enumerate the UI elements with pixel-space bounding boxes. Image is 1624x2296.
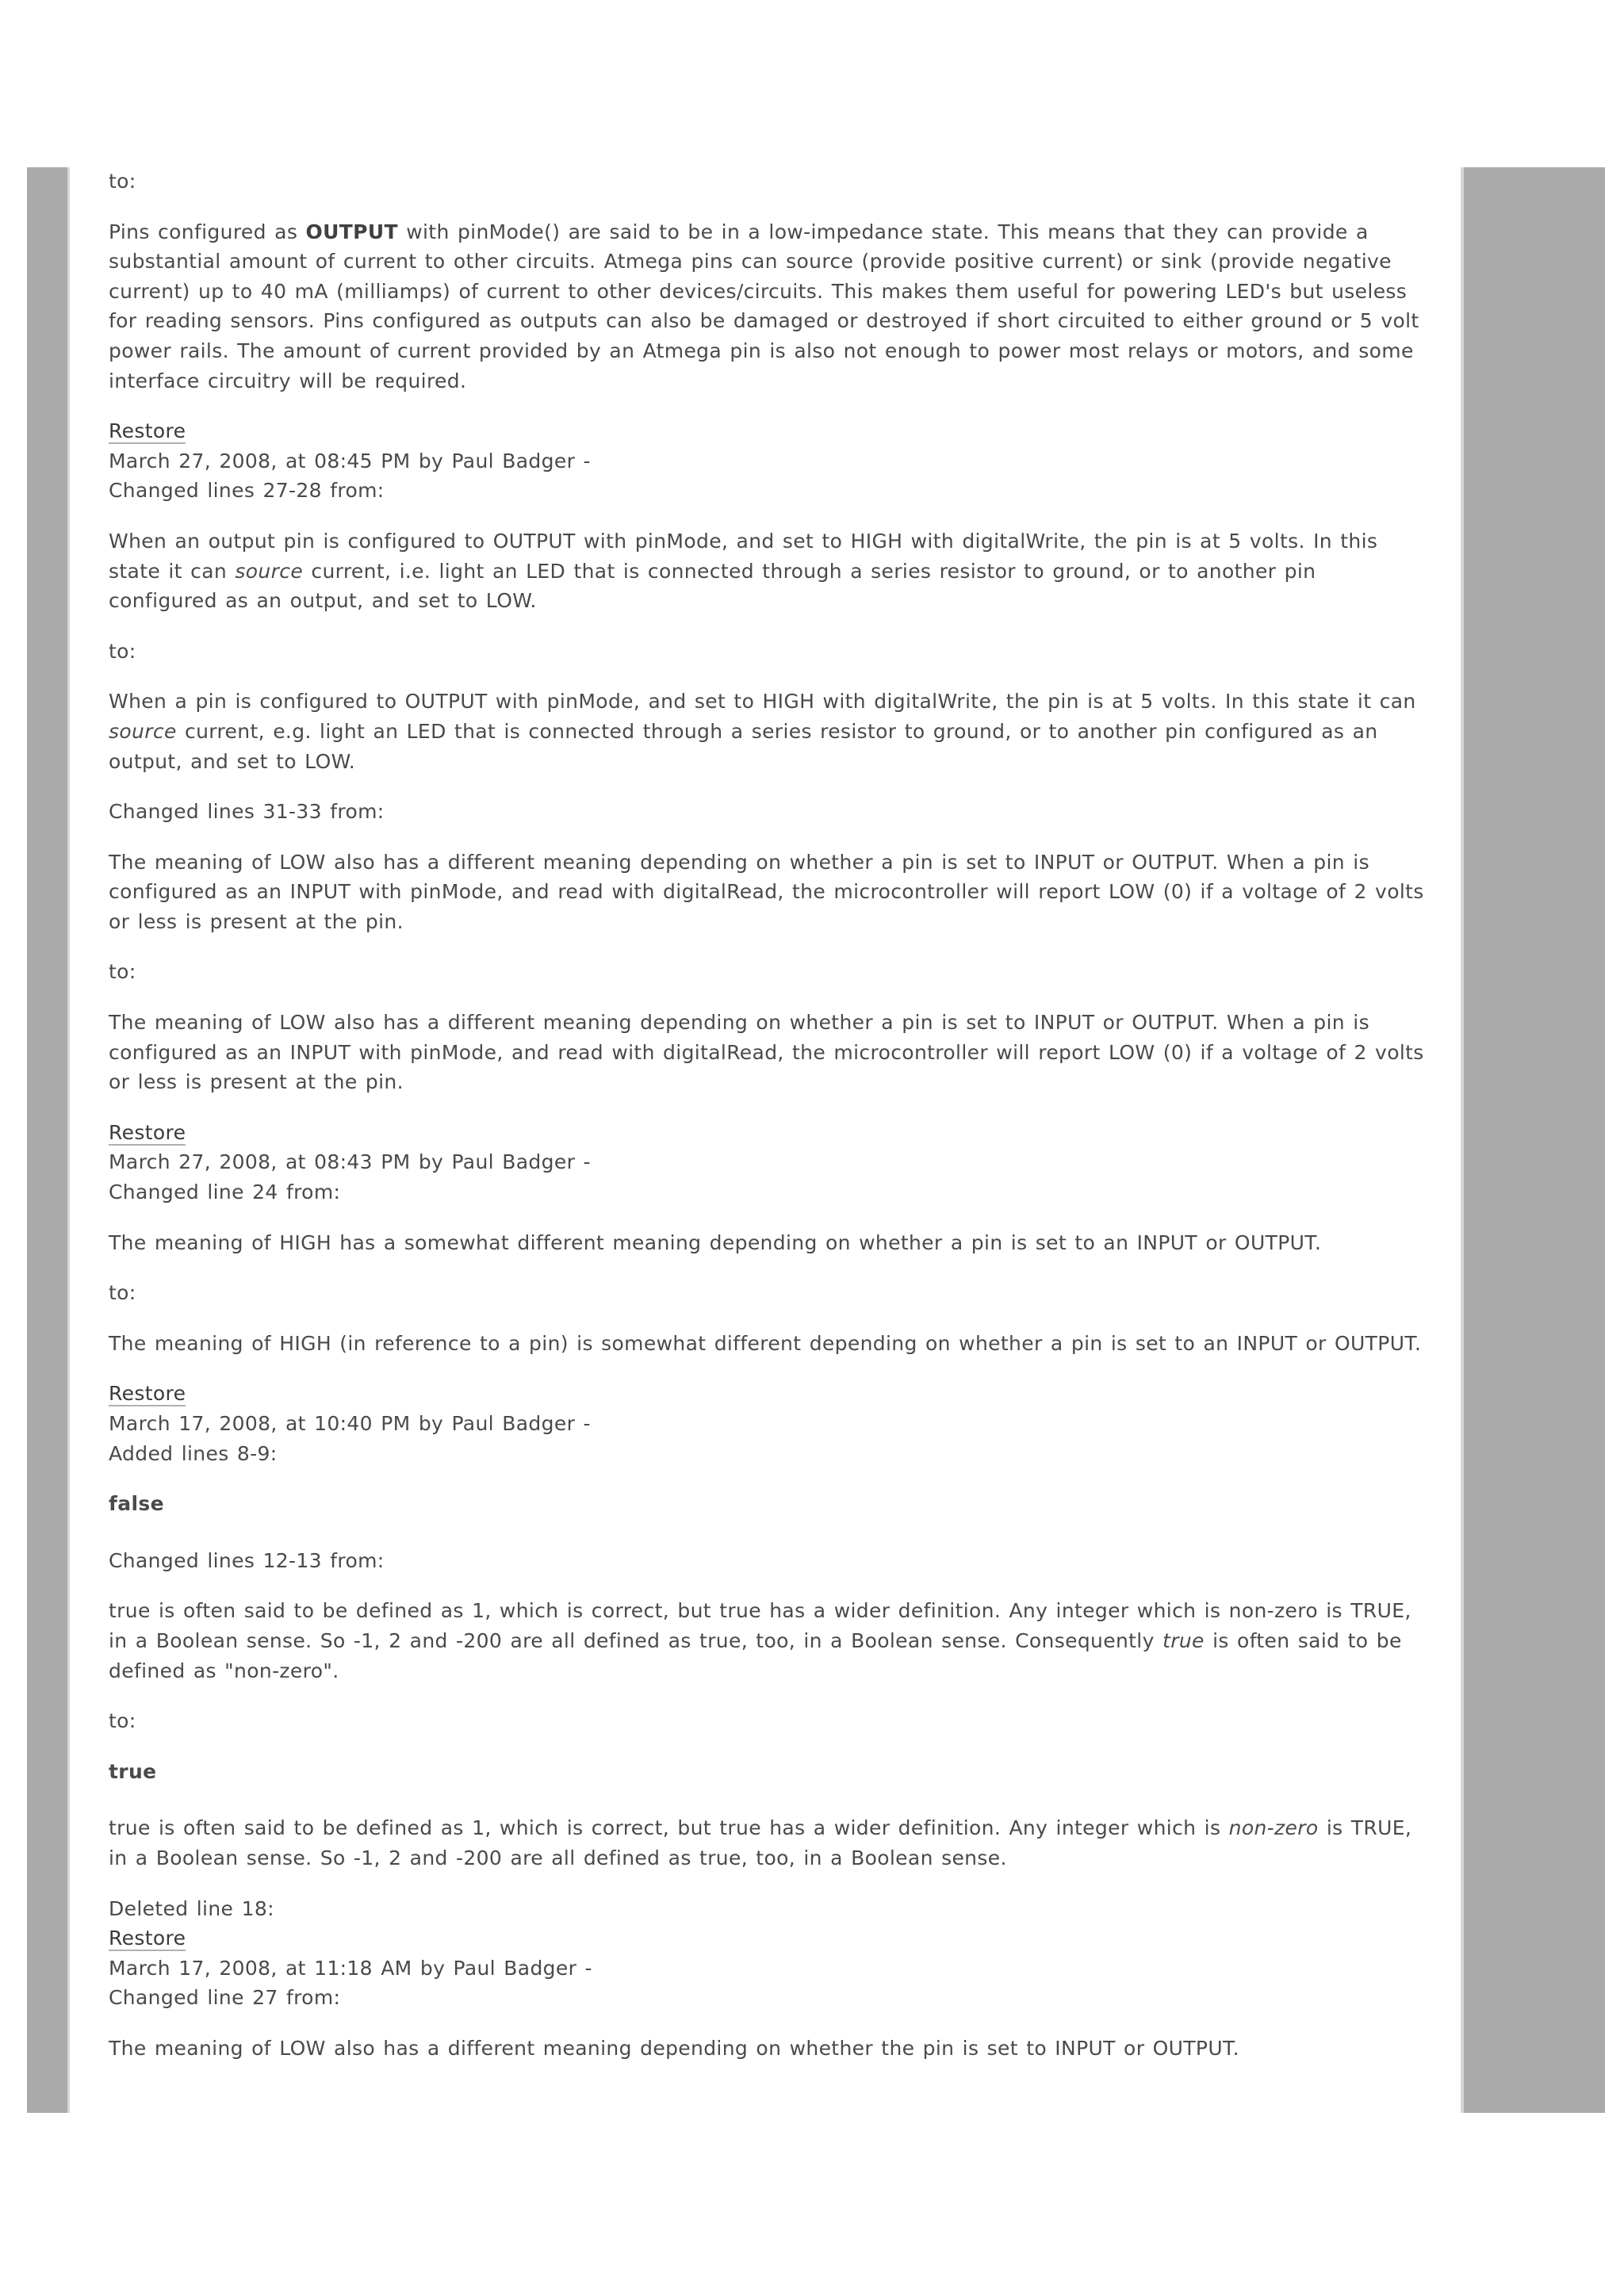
- diff-paragraph: [109, 1596, 1425, 1686]
- text-run: When an output pin is configured to OUTPUT with pinMode, and set to HIGH with digitalWrite, the pin is at 5 volts. In this state it can: [109, 529, 1378, 583]
- diff-to-label: to:: [109, 1281, 136, 1305]
- restore-link[interactable]: Restore: [109, 1120, 186, 1144]
- diff-paragraph: [109, 217, 1425, 396]
- text-run: true is often said to be defined as 1, which is correct, but true has a wider definition. Any integer which is non-zero is TRUE, in a Boolean sense. So -1, 2 and -200 are all defined as true, too, in a Boolean sense. Consequently: [109, 1599, 1411, 1652]
- keyword-heading-true: true: [109, 1759, 157, 1783]
- revision-meta: March 17, 2008, at 11:18 AM by Paul Badger -: [109, 1956, 592, 1980]
- text-run: true is often said to be defined as 1, which is correct, but true has a wider definition. Any integer which is: [109, 1816, 1229, 1840]
- diff-paragraph: The meaning of HIGH has a somewhat different meaning depending on whether a pin is set to an INPUT or OUTPUT.: [109, 1230, 1322, 1254]
- diff-paragraph: [109, 1813, 1425, 1873]
- diff-paragraph: The meaning of HIGH (in reference to a pin) is somewhat different depending on whether a pin is set to an INPUT or OUTPUT.: [109, 1331, 1422, 1355]
- diff-to-label: to:: [109, 639, 136, 663]
- revision-change: Changed line 24 from:: [109, 1181, 341, 1204]
- right-page-gutter: [1464, 167, 1605, 2113]
- restore-link[interactable]: Restore: [109, 419, 186, 443]
- revision-entry: [109, 416, 1425, 506]
- diff-to-label: to:: [109, 960, 136, 984]
- diff-paragraph: [109, 687, 1425, 776]
- diff-paragraph: The meaning of LOW also has a different meaning depending on whether a pin is set to INPUT or OUTPUT. When a pin is configured as an INPUT with pinMode, and read with digitalRead, the microcontroller will report LOW (0) if a voltage of 2 volts or less is present at the pin.: [109, 850, 1424, 933]
- keyword-heading-false: false: [109, 1492, 164, 1516]
- revision-entry: [109, 1379, 1425, 1468]
- right-gutter-edge: [1461, 167, 1464, 2113]
- revision-history-content: [109, 166, 1425, 2084]
- text-run: is TRUE, in a Boolean sense. So -1, 2 and -200 are all defined as true, too, in a Boolean sense.: [109, 1816, 1412, 1869]
- revision-entry: [109, 1894, 1425, 2013]
- italic-text: non-zero: [1228, 1816, 1319, 1840]
- restore-link[interactable]: Restore: [109, 1927, 186, 1950]
- left-gutter-edge: [67, 167, 70, 2113]
- revision-change: Changed lines 27-28 from:: [109, 479, 385, 503]
- revision-meta: March 27, 2008, at 08:45 PM by Paul Badger -: [109, 449, 591, 473]
- italic-text: source: [109, 719, 177, 743]
- bold-text: OUTPUT: [305, 220, 398, 243]
- text-run: When a pin is configured to OUTPUT with pinMode, and set to HIGH with digitalWrite, the pin is at 5 volts. In this state it can: [109, 690, 1416, 714]
- restore-link[interactable]: Restore: [109, 1382, 186, 1406]
- left-page-gutter: [27, 167, 67, 2113]
- text-run: is often said to be defined as "non-zero".: [109, 1628, 1402, 1682]
- diff-paragraph: The meaning of LOW also has a different meaning depending on whether the pin is set to INPUT or OUTPUT.: [109, 2036, 1239, 2060]
- text-run: Pins configured as: [109, 220, 306, 243]
- diff-paragraph: The meaning of LOW also has a different meaning depending on whether a pin is set to INPUT or OUTPUT. When a pin is configured as an INPUT with pinMode, and read with digitalRead, the microcontroller will report LOW (0) if a voltage of 2 volts or less is present at the pin.: [109, 1011, 1424, 1094]
- revision-meta: March 27, 2008, at 08:43 PM by Paul Badger -: [109, 1150, 591, 1174]
- diff-to-label: to:: [109, 170, 136, 193]
- text-run: current, e.g. light an LED that is connected through a series resistor to ground, or to another pin configured as an output, and set to LOW.: [109, 719, 1378, 773]
- italic-text: source: [235, 559, 304, 583]
- deleted-line-label: Deleted line 18:: [109, 1896, 274, 1920]
- revision-meta: March 17, 2008, at 10:40 PM by Paul Badger -: [109, 1412, 591, 1435]
- revision-entry: [109, 1118, 1425, 1207]
- italic-text: true: [1162, 1628, 1205, 1652]
- text-run: current, i.e. light an LED that is connected through a series resistor to ground, or to another pin configured as an output, and set to LOW.: [109, 559, 1316, 613]
- diff-paragraph: [109, 526, 1425, 616]
- revision-change: Changed line 27 from:: [109, 1986, 341, 2010]
- revision-change: Added lines 8-9:: [109, 1441, 278, 1465]
- change-label: Changed lines 31-33 from:: [109, 800, 385, 824]
- diff-to-label: to:: [109, 1709, 136, 1733]
- text-run: with pinMode() are said to be in a low-impedance state. This means that they can provide a substantial amount of current to other circuits. Atmega pins can source (provide positive current) or sink (provide negative current) up to 40 mA (milliamps) of current to other devices/circuits. This makes them useful for powering LED's but useless for reading sensors. Pins configured as outputs can also be damaged or destroyed if short circuited to either ground or 5 volt power rails. The amount of current provided by an Atmega pin is also not enough to power most relays or motors, and some interface circuitry will be required.: [109, 220, 1419, 392]
- change-label: Changed lines 12-13 from:: [109, 1548, 385, 1572]
